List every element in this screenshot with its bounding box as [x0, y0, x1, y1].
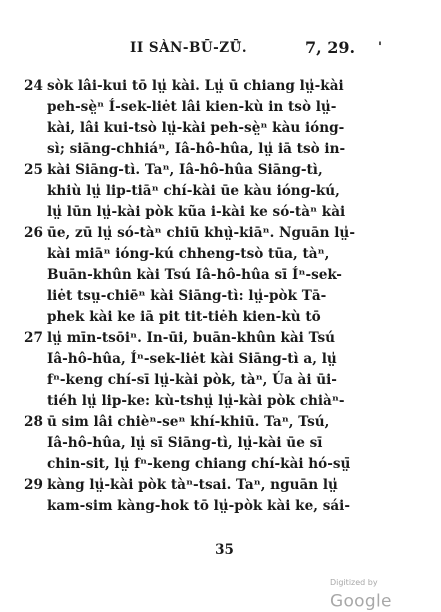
verse-number: 25: [24, 162, 43, 178]
text-line: [0, 181, 441, 202]
text-line: [0, 118, 441, 139]
line-text: Iâ-hô-hûa, lṳ̍ sī Siāng-tì, lṳ̍-kài ūe sī: [47, 435, 323, 451]
line-text: tiéh lṳ̍ lip-ke: kù-tshṳ̍ lṳ̍-kài pòk chiàⁿ-: [47, 393, 345, 409]
text-line: [0, 391, 441, 412]
line-text: Iâ-hô-hûa, Íⁿ-sek-liėt kài Siāng-tì a, lṳ̍: [47, 351, 337, 367]
line-text: liėt tsṳ-chiēⁿ kài Siāng-tì: lṳ̍-pòk Tā-: [47, 288, 327, 304]
line-text: lṳ̍ lūn lṳ̍-kài pòk kũa i-kài ke só-tàⁿ kài: [47, 204, 346, 220]
text-line: [0, 370, 441, 391]
line-text: Buān-khûn kài Tsú Iâ-hô-hûa sī Íⁿ-sek-: [47, 267, 342, 283]
text-line: [0, 139, 441, 160]
line-text: phek kài ke iā pit tit-tiėh kien-kù tō: [47, 309, 321, 325]
header-mark: ': [378, 40, 382, 55]
google-logo: Google: [330, 591, 392, 612]
chapter-verse-reference: 7, 29.: [305, 38, 356, 57]
text-line: [0, 475, 441, 496]
running-header: [0, 40, 441, 60]
page-number: 35: [215, 542, 234, 558]
text-line: [0, 328, 441, 349]
digitization-watermark: [330, 572, 441, 612]
text-line: [0, 454, 441, 475]
line-text: peh-sè̤ⁿ Í-sek-liėt lâi kien-kù in tsò lṳ̍-: [47, 99, 337, 115]
line-text: fⁿ-keng chí-sī lṳ̍-kài pòk, tàⁿ, Úa ài ūi-: [47, 372, 337, 388]
line-text: kam-sim kàng-hok tō lṳ̍-pòk kài ke, sái-: [47, 498, 350, 514]
line-text: kài miāⁿ ióng-kú chheng-tsò tūa, tàⁿ,: [47, 246, 330, 262]
verse-number: 29: [24, 477, 43, 493]
text-line: [0, 412, 441, 433]
line-text: sì; siāng-chhiáⁿ, Iâ-hô-hûa, lṳ̍ iā tsò in-: [47, 141, 346, 157]
line-text: kàng lṳ̍-kài pòk tàⁿ-tsai. Taⁿ, nguān lṳ̍: [47, 477, 338, 493]
text-line: [0, 223, 441, 244]
body-text: [0, 76, 441, 517]
verse-number: 28: [24, 414, 43, 430]
text-line: [0, 286, 441, 307]
text-line: [0, 433, 441, 454]
text-line: [0, 160, 441, 181]
watermark-prefix: Digitized by: [330, 578, 378, 587]
line-text: lṳ̍ mīn-tsōiⁿ. In-ūi, buān-khûn kài Tsú: [47, 330, 335, 346]
line-text: kài Siāng-tì. Taⁿ, Iâ-hô-hûa Siāng-tì,: [47, 162, 323, 178]
line-text: khiù lṳ̍ lip-tiāⁿ chí-kài ūe kàu ióng-kú,: [47, 183, 340, 199]
text-line: [0, 496, 441, 517]
verse-number: 24: [24, 78, 43, 94]
text-line: [0, 265, 441, 286]
text-line: [0, 76, 441, 97]
book-title: II SÀN-BŪ-ZŪ̍.: [130, 40, 248, 56]
text-line: [0, 97, 441, 118]
line-text: kài, lâi kui-tsò lṳ̍-kài peh-sè̤ⁿ kàu ióng-: [47, 120, 345, 136]
line-text: ūe, zū lṳ̍ só-tàⁿ chiū khṳ̀-kiāⁿ. Nguān lṳ̍-: [47, 225, 355, 241]
line-text: chin-sit, lṳ̍ fⁿ-keng chiang chí-kài hó-sṳ̄: [47, 456, 351, 472]
text-line: [0, 244, 441, 265]
line-text: ū sim lâi chièⁿ-seⁿ khí-khiū. Taⁿ, Tsú,: [47, 414, 330, 430]
verse-number: 26: [24, 225, 43, 241]
line-text: sòk lâi-kui tō lṳ̍ kài. Lṳ̍ ū chiang lṳ̍-kài: [47, 78, 344, 94]
text-line: [0, 202, 441, 223]
text-line: [0, 349, 441, 370]
verse-number: 27: [24, 330, 43, 346]
text-line: [0, 307, 441, 328]
